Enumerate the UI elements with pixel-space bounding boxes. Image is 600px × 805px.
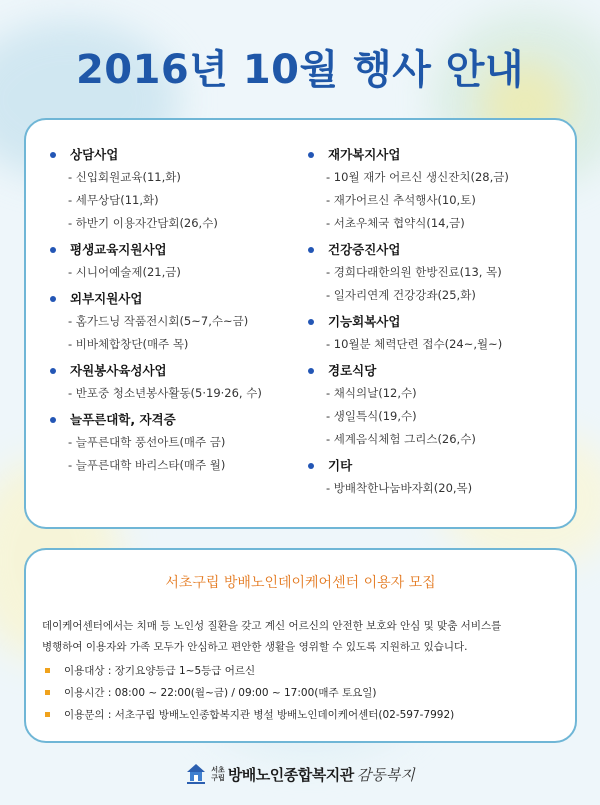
bullet-dot-icon [50,152,56,158]
recruit-info-text: 이용대상 : 장기요양등급 1~5등급 어르신 [64,665,256,677]
event-item: - 서초우체국 협약식(14,금) [326,216,465,230]
event-section [308,144,568,235]
recruit-info-item [42,660,567,682]
logo-name: 방배노인종합복지관 [227,765,354,784]
event-item: - 방배착한나눔바자회(20,목) [326,481,473,495]
bullet-dot-icon [308,368,314,374]
recruit-card [24,548,577,743]
event-section-title [50,239,320,261]
recruit-info-list [42,660,567,726]
square-bullet-icon [45,668,50,673]
event-section [50,409,320,477]
logo-small-line: 구립 [211,774,225,782]
events-card [24,118,577,529]
logo-small-line: 서초 [211,766,225,774]
event-section-label: 건강증진사업 [328,242,401,257]
event-section-title [308,144,568,166]
event-section-label: 자원봉사육성사업 [70,363,167,378]
logo-script: 감동복지 [356,765,415,784]
event-item: - 10월분 체력단련 접수(24~,월~) [326,337,503,351]
event-section [308,311,568,356]
event-section [50,288,320,356]
square-bullet-icon [45,690,50,695]
recruit-description [42,616,567,658]
house-logo-icon [185,762,207,786]
recruit-info-text: 이용문의 : 서초구립 방배노인종합복지관 병설 방배노인데이케어센터(02-597-7992) [64,709,455,721]
event-item: - 늘푸른대학 풍선아트(매주 금) [68,435,226,449]
event-item: - 늘푸른대학 바리스타(매주 월) [68,458,226,472]
recruit-title: 서초구립 방배노인데이케어센터 이용자 모집 [165,575,436,591]
recruit-info-item [42,682,567,704]
bullet-dot-icon [308,247,314,253]
bullet-dot-icon [50,296,56,302]
event-section-label: 외부지원사업 [70,291,143,306]
recruit-info-item [42,704,567,726]
event-item: - 세계음식체험 그리스(26,수) [326,432,476,446]
page-title: 2016년 10월 행사 안내 [75,47,525,93]
event-section [308,455,568,500]
event-section-label: 상담사업 [70,147,119,162]
event-item: - 하반기 이용자간담회(26,수) [68,216,218,230]
event-section [308,239,568,307]
event-item: - 생일특식(19,수) [326,409,417,423]
event-item: - 홈가드닝 작품전시회(5~7,수~금) [68,314,249,328]
event-item: - 세무상담(11,화) [68,193,159,207]
event-section-label: 평생교육지원사업 [70,242,167,257]
logo-small-text [211,766,225,782]
bullet-dot-icon [308,152,314,158]
footer-logo [0,756,600,792]
event-item: - 경희다래한의원 한방진료(13, 목) [326,265,502,279]
recruit-description-line: 병행하여 이용자와 가족 모두가 안심하고 편안한 생활을 영위할 수 있도록 지원하고 있습니다. [42,641,468,653]
event-item: - 10월 재가 어르신 생신잔치(28,금) [326,170,509,184]
bullet-dot-icon [50,417,56,423]
event-section [308,360,568,451]
event-item: - 일자리연계 건강강좌(25,화) [326,288,476,302]
event-section-label: 늘푸른대학, 자격증 [70,412,176,427]
event-section-title [308,360,568,382]
bullet-dot-icon [308,463,314,469]
bullet-dot-icon [50,368,56,374]
recruit-description-line: 데이케어센터에서는 치매 등 노인성 질환을 갖고 계신 어르신의 안전한 보호와 안심 및 맞춤 서비스를 [42,620,502,632]
event-section-title [50,144,320,166]
event-item: - 시니어예술제(21,금) [68,265,181,279]
event-section-title [308,311,568,333]
event-section-title [308,455,568,477]
event-item: - 비바체합창단(매주 목) [68,337,189,351]
event-section [50,144,320,235]
event-section-title [50,360,320,382]
event-section-label: 기능회복사업 [328,314,401,329]
event-item: - 신입회원교육(11,화) [68,170,181,184]
events-right-column [308,144,568,504]
event-item: - 재가어르신 추석행사(10,토) [326,193,476,207]
events-left-column [50,144,320,481]
recruit-info-text: 이용시간 : 08:00 ~ 22:00(월~금) / 09:00 ~ 17:00(매주 토요일) [64,687,377,699]
event-section-title [50,409,320,431]
event-section [50,360,320,405]
event-section-label: 재가복지사업 [328,147,401,162]
event-section-label: 경로식당 [328,363,377,378]
event-section-title [308,239,568,261]
bullet-dot-icon [50,247,56,253]
event-section-label: 기타 [328,458,353,473]
bullet-dot-icon [308,319,314,325]
event-item: - 반포중 청소년봉사활동(5·19·26, 수) [68,386,262,400]
square-bullet-icon [45,712,50,717]
event-section-title [50,288,320,310]
event-section [50,239,320,284]
event-item: - 채식의날(12,수) [326,386,417,400]
